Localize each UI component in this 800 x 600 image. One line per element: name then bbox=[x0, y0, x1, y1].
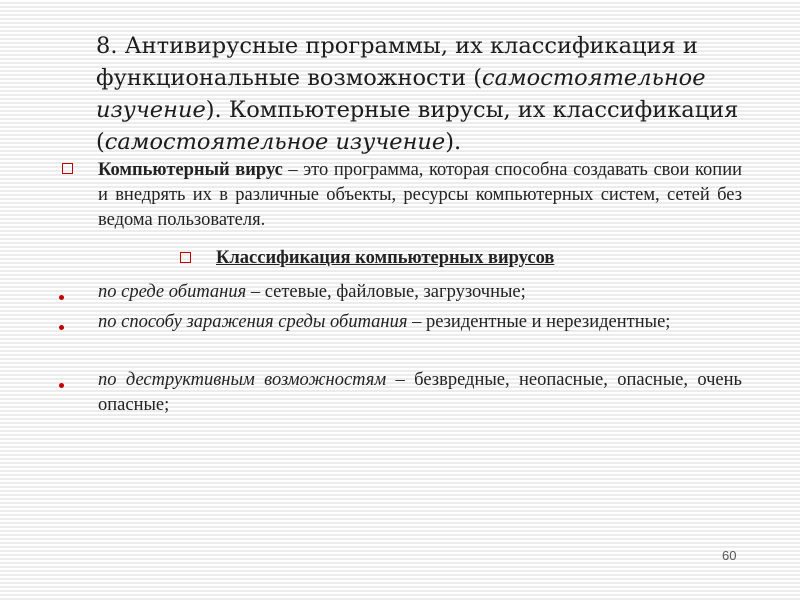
square-bullet-icon bbox=[180, 252, 191, 263]
title-part-3: ). Компьютерные вирусы, их классификация ( bbox=[96, 97, 739, 155]
title-part-2: самостоятельное изучение bbox=[96, 65, 706, 123]
slide-title bbox=[96, 30, 756, 158]
item-criterion: по деструктивным возможностям bbox=[98, 370, 387, 390]
item-criterion: по способу заражения среды обитания bbox=[98, 312, 408, 332]
list-item bbox=[98, 310, 742, 335]
definition-term: Компьютерный вирус bbox=[98, 160, 283, 180]
item-text: – сетевые, файловые, загрузочные; bbox=[246, 282, 526, 302]
list-item bbox=[98, 280, 742, 305]
page-number: 60 bbox=[722, 548, 737, 563]
square-bullet-icon bbox=[62, 163, 73, 174]
title-part-4: самостоятельное изучение bbox=[104, 129, 446, 155]
title-part-1: 8. Антивирусные программы, их классификация и функциональные возможности ( bbox=[96, 33, 698, 91]
title-part-5: ). bbox=[445, 129, 462, 155]
round-bullet-icon bbox=[59, 325, 64, 330]
item-text: – безвредные, неопасные, опасные, очень опасные; bbox=[98, 370, 742, 415]
item-criterion: по среде обитания bbox=[98, 282, 247, 302]
classification-heading: Классификация компьютерных вирусов bbox=[216, 248, 555, 268]
list-item bbox=[98, 368, 742, 418]
definition-paragraph bbox=[98, 158, 742, 233]
definition-text: – это программа, которая способна создавать свои копии и внедрять их в различные объекты, ресурсы компьютерных систем, сетей без ведома пользователя. bbox=[98, 160, 742, 230]
item-text: – резидентные и нерезидентные; bbox=[407, 312, 671, 332]
round-bullet-icon bbox=[59, 383, 64, 388]
round-bullet-icon bbox=[59, 295, 64, 300]
